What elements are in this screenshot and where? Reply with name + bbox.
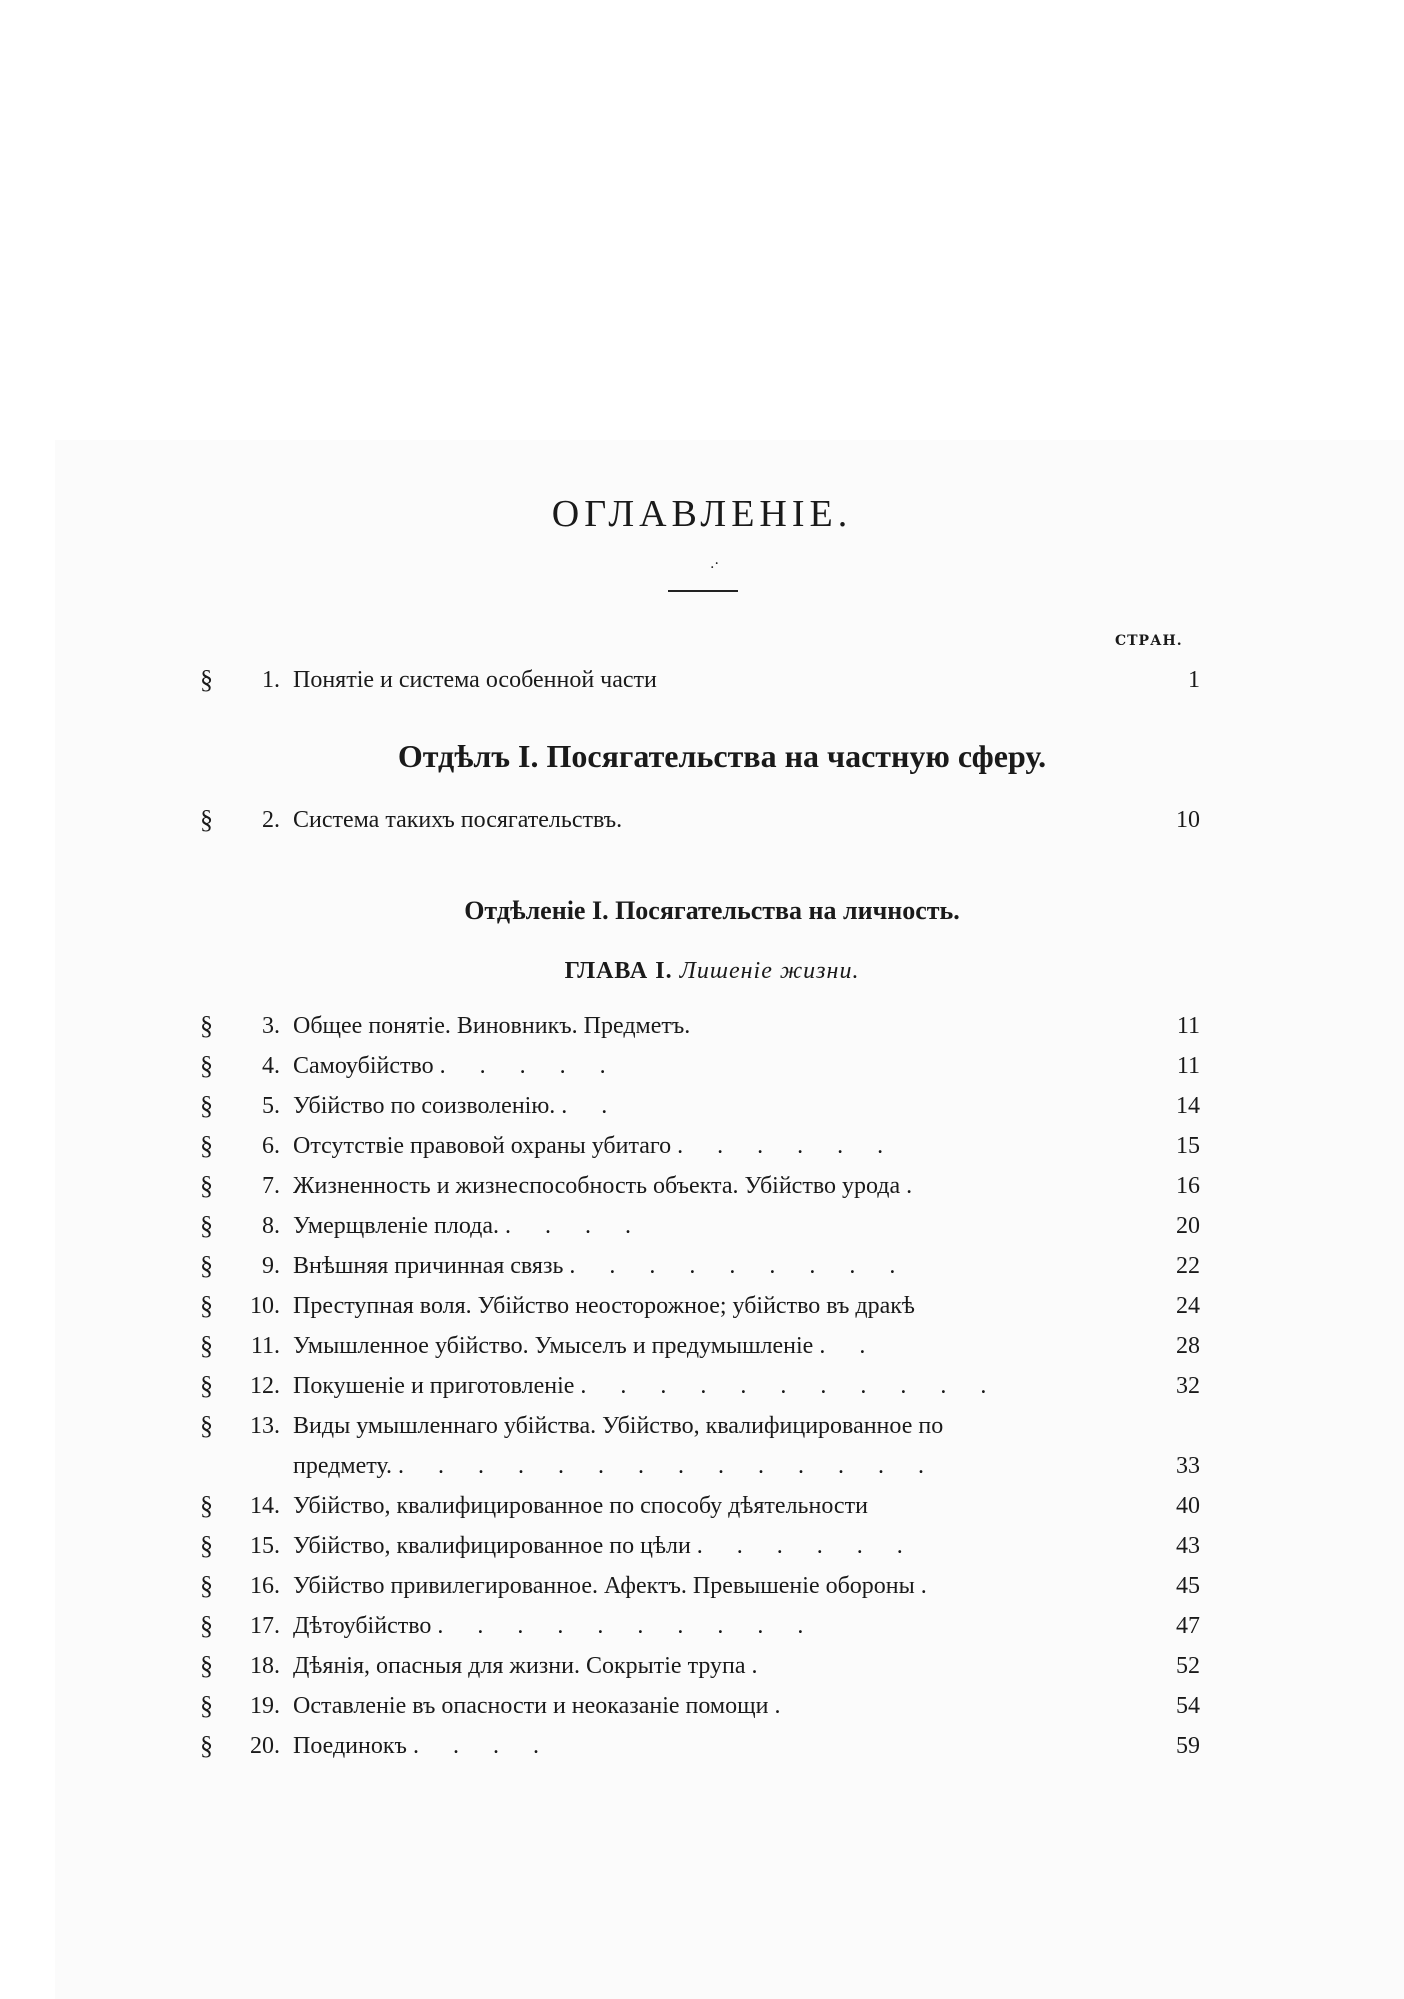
entry-title-continuation: предмету. . . . . . . . . . . . . . . <box>293 1453 938 1479</box>
entry-title: Умышленное убійство. Умыселъ и предумышленіе . . <box>293 1333 880 1359</box>
page-title: ОГЛАВЛЕНІЕ. <box>551 493 853 535</box>
section-sign: § <box>200 1531 213 1560</box>
section-sign: § <box>200 805 213 834</box>
entry-number: 13. <box>250 1413 280 1439</box>
entry-page: 43 <box>1176 1533 1200 1559</box>
toc-entry <box>200 660 1200 700</box>
section-sign: § <box>200 1371 213 1400</box>
section-sign: § <box>200 1731 213 1760</box>
entry-title: Виды умышленнаго убійства. Убійство, квалифицированное по <box>293 1413 944 1439</box>
entry-page: 40 <box>1176 1493 1200 1519</box>
entry-page: 33 <box>1176 1453 1200 1479</box>
entry-page: 15 <box>1176 1133 1200 1159</box>
toc-entry <box>200 1686 1200 1726</box>
entry-number: 5. <box>262 1093 280 1119</box>
toc-entry <box>200 1726 1200 1766</box>
section-sign: § <box>200 1571 213 1600</box>
toc-entry <box>200 1126 1200 1166</box>
toc-entry <box>200 1566 1200 1606</box>
entry-number: 6. <box>262 1133 280 1159</box>
entry-page: 59 <box>1176 1733 1200 1759</box>
section-sign: § <box>200 1211 213 1240</box>
entry-page: 1 <box>1188 667 1200 693</box>
toc-entry <box>200 1166 1200 1206</box>
title-rule <box>668 590 738 592</box>
entry-number: 8. <box>262 1213 280 1239</box>
entry-page: 14 <box>1176 1093 1200 1119</box>
page-column-header: СТРАН. <box>1115 633 1183 649</box>
section-sign: § <box>200 1131 213 1160</box>
division-heading: Отдѣленіе I. Посягательства на личность. <box>464 896 960 925</box>
entry-page: 24 <box>1176 1293 1200 1319</box>
entry-title: Убійство привилегированное. Афектъ. Превышеніе обороны . <box>293 1573 941 1599</box>
entry-number: 18. <box>250 1653 280 1679</box>
entry-number: 12. <box>250 1373 280 1399</box>
section-sign: § <box>200 1011 213 1040</box>
entry-title: Поединокъ . . . . <box>293 1733 553 1759</box>
entry-title: Понятіе и система особенной части <box>293 667 657 693</box>
entry-number: 1. <box>262 667 280 693</box>
chapter-title: Лишеніе жизни. <box>679 958 860 984</box>
entry-title: Дѣянія, опасныя для жизни. Сокрытіе трупа . <box>293 1653 772 1679</box>
chapter-label: ГЛАВА I. <box>564 958 673 984</box>
entry-page: 47 <box>1176 1613 1200 1639</box>
section-sign: § <box>200 1651 213 1680</box>
entry-number: 7. <box>262 1173 280 1199</box>
toc-entry <box>200 1326 1200 1366</box>
entry-number: 4. <box>262 1053 280 1079</box>
section-sign: § <box>200 1611 213 1640</box>
entry-page: 54 <box>1176 1693 1200 1719</box>
entry-number: 19. <box>250 1693 280 1719</box>
toc-entry <box>200 1286 1200 1326</box>
section-sign: § <box>200 1491 213 1520</box>
entry-title: Покушеніе и приготовленіе . . . . . . . . . . . <box>293 1373 1001 1399</box>
chapter-heading <box>10 958 1404 985</box>
entry-number: 14. <box>250 1493 280 1519</box>
entry-number: 10. <box>250 1293 280 1319</box>
entry-title: Дѣтоубійство . . . . . . . . . . <box>293 1613 818 1639</box>
entry-title: Убійство, квалифицированное по способу дѣятельности <box>293 1493 868 1519</box>
entry-title: Преступная воля. Убійство неосторожное; убійство въ дракѣ <box>293 1293 915 1319</box>
section-sign: § <box>200 1691 213 1720</box>
entry-title: Отсутствіе правовой охраны убитаго . . . . . . <box>293 1133 898 1159</box>
entry-page: 16 <box>1176 1173 1200 1199</box>
entry-title: Умерщвленіе плода. . . . . <box>293 1213 646 1239</box>
section-sign: § <box>200 1171 213 1200</box>
part-heading: Отдѣлъ I. Посягательства на частную сферу. <box>397 738 1047 774</box>
toc-entry <box>200 1486 1200 1526</box>
entry-page: 22 <box>1176 1253 1200 1279</box>
entry-title: Жизненность и жизнеспособность объекта. Убійство урода . <box>293 1173 927 1199</box>
toc-entry <box>200 1646 1200 1686</box>
toc-entry <box>200 1046 1200 1086</box>
section-sign: § <box>200 1291 213 1320</box>
toc-entry <box>200 1606 1200 1646</box>
entry-title: Система такихъ посягательствъ. <box>293 807 623 833</box>
toc-entry <box>200 1526 1200 1566</box>
entry-number: 20. <box>250 1733 280 1759</box>
toc-entry <box>200 1086 1200 1126</box>
section-sign: § <box>200 1331 213 1360</box>
entry-title: Убійство, квалифицированное по цѣли . . . . . . <box>293 1533 917 1559</box>
entry-title: Самоубійство . . . . . <box>293 1053 620 1079</box>
entry-number: 17. <box>250 1613 280 1639</box>
entry-page: 11 <box>1176 1013 1200 1039</box>
entry-title: Общее понятіе. Виновникъ. Предметъ. <box>293 1013 691 1039</box>
entry-page: 28 <box>1176 1333 1200 1359</box>
entry-page: 20 <box>1176 1213 1200 1239</box>
toc-entry <box>200 1006 1200 1046</box>
entry-number: 11. <box>250 1333 280 1359</box>
entry-number: 16. <box>250 1573 280 1599</box>
entry-page: 11 <box>1176 1053 1200 1079</box>
entry-number: 9. <box>262 1253 280 1279</box>
section-sign: § <box>200 1091 213 1120</box>
toc-entry-continuation <box>200 1446 1200 1486</box>
toc-entry <box>200 1206 1200 1246</box>
entry-page: 52 <box>1176 1653 1200 1679</box>
toc-entry <box>200 1406 1200 1446</box>
entry-page: 10 <box>1176 807 1200 833</box>
section-sign: § <box>200 1051 213 1080</box>
entry-number: 15. <box>250 1533 280 1559</box>
title-ornament: .· <box>710 556 719 572</box>
entry-title: Внѣшняя причинная связь . . . . . . . . . <box>293 1253 910 1279</box>
toc-entry <box>200 1366 1200 1406</box>
entry-page: 32 <box>1176 1373 1200 1399</box>
section-sign: § <box>200 665 213 694</box>
entry-number: 3. <box>262 1013 280 1039</box>
entry-title: Убійство по соизволенію. . . <box>293 1093 622 1119</box>
section-sign: § <box>200 1411 213 1440</box>
entry-title: Оставленіе въ опасности и неоказаніе помощи . <box>293 1693 795 1719</box>
entry-page: 45 <box>1176 1573 1200 1599</box>
section-sign: § <box>200 1251 213 1280</box>
toc-entry <box>200 800 1200 840</box>
entry-number: 2. <box>262 807 280 833</box>
toc-entry <box>200 1246 1200 1286</box>
